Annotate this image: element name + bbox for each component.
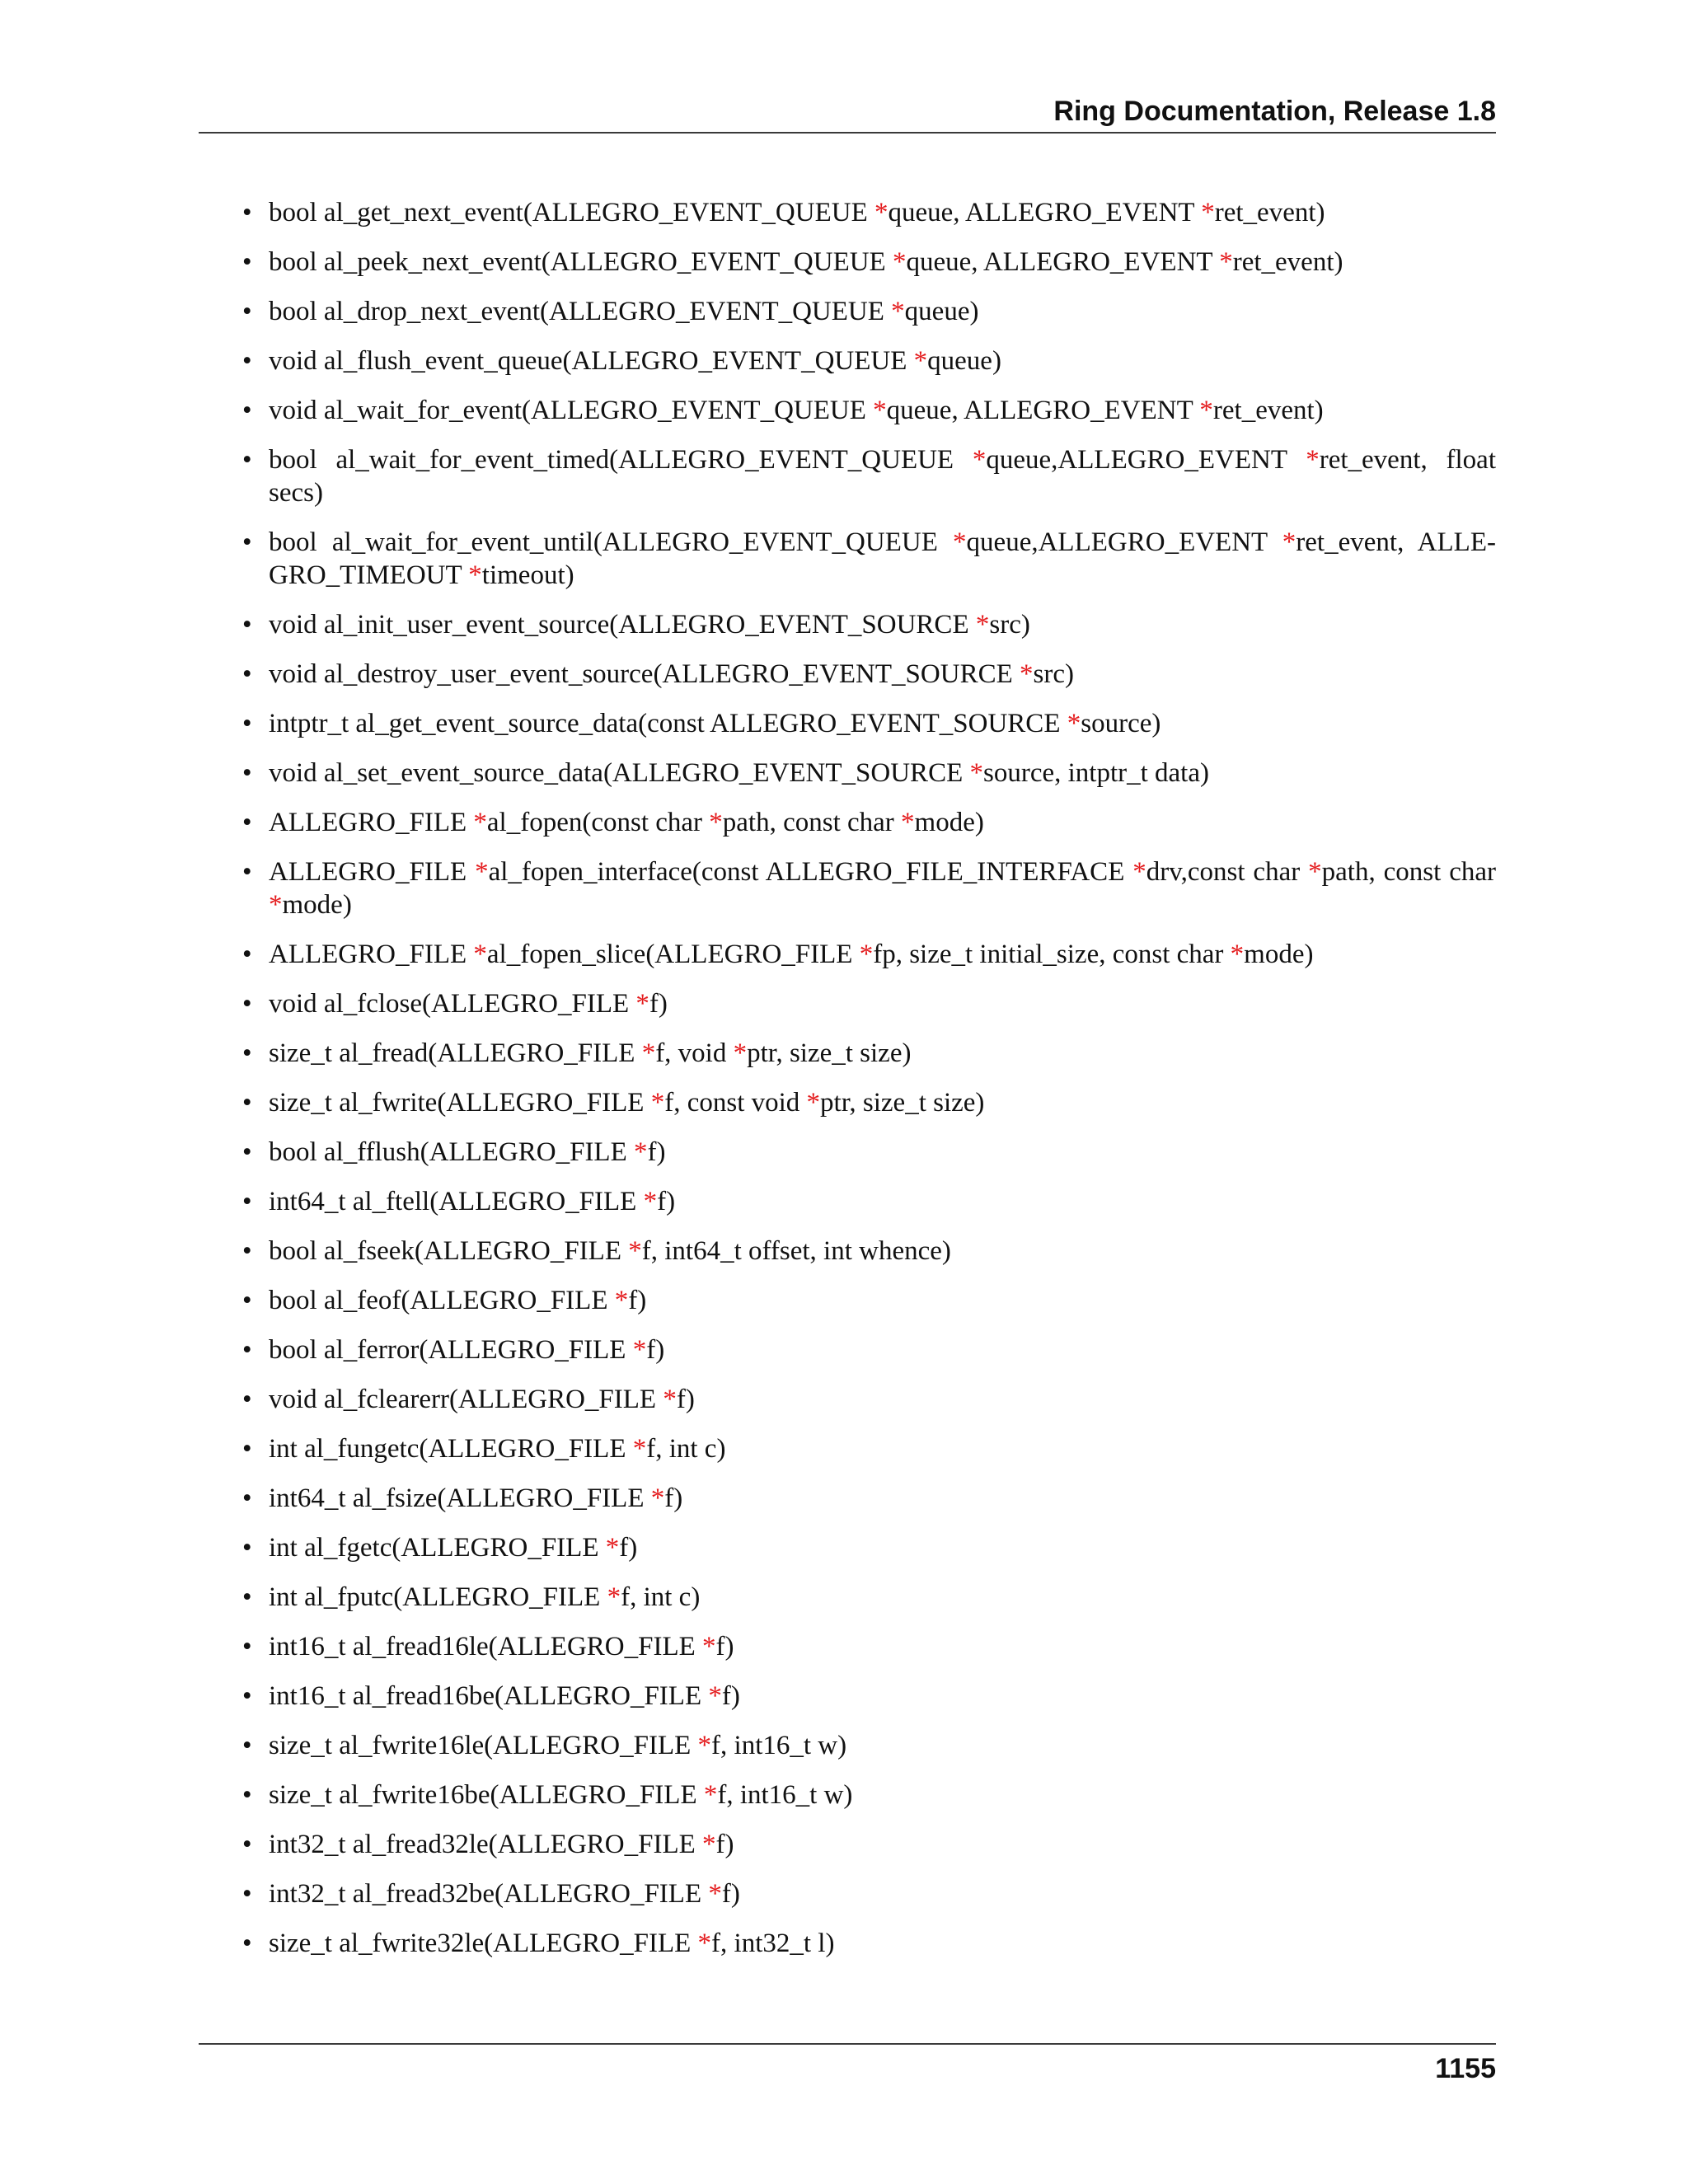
pointer-asterisk: * [1230, 940, 1245, 969]
list-item: • int64_t al_fsize(ALLEGRO_FILE *f) [242, 1483, 683, 1513]
bullet-icon: • [242, 247, 252, 277]
list-item: • bool al_fseek(ALLEGRO_FILE *f, int64_t offset, int whence) [242, 1236, 951, 1266]
pointer-asterisk: * [635, 989, 649, 1019]
pointer-asterisk: * [641, 1038, 656, 1068]
bullet-icon: • [242, 1335, 252, 1365]
list-item: • intptr_t al_get_event_source_data(const ALLEGRO_EVENT_SOURCE *source) [242, 709, 1161, 738]
bullet-icon: • [242, 709, 252, 738]
bullet-icon: • [242, 527, 252, 557]
list-item: • size_t al_fwrite32le(ALLEGRO_FILE *f, int32_t l) [242, 1929, 835, 1958]
pointer-asterisk: * [913, 346, 928, 376]
bullet-icon: • [242, 1731, 252, 1760]
pointer-asterisk: * [892, 247, 907, 277]
bullet-icon: • [242, 198, 252, 227]
page-number: 1155 [1435, 2053, 1496, 2084]
list-item: • bool al_feof(ALLEGRO_FILE *f) [242, 1286, 647, 1315]
bullet-icon: • [242, 1038, 252, 1068]
pointer-asterisk: * [1219, 247, 1233, 277]
list-item: • void al_fclearerr(ALLEGRO_FILE *f) [242, 1385, 695, 1414]
list-item: • void al_destroy_user_event_source(ALLEGRO_EVENT_SOURCE *src) [242, 659, 1074, 689]
bullet-icon: • [242, 1088, 252, 1118]
list-item: • int al_fputc(ALLEGRO_FILE *f, int c) [242, 1582, 701, 1612]
function-signature-list [239, 196, 1496, 1976]
pointer-asterisk: * [1067, 709, 1081, 738]
bullet-icon: • [242, 1780, 252, 1810]
list-item: • size_t al_fread(ALLEGRO_FILE *f, void *ptr, size_t size) [242, 1038, 912, 1068]
list-item: • int al_fgetc(ALLEGRO_FILE *f) [242, 1533, 638, 1563]
list-item: • bool al_wait_for_event_until(ALLEGRO_EVENT_QUEUE *queue,ALLEGRO_EVENT *ret_event, ALLEGRO_TIMEOUT *timeout) [242, 527, 1496, 590]
list-item: • int32_t al_fread32be(ALLEGRO_FILE *f) [242, 1879, 740, 1909]
list-item: • bool al_ferror(ALLEGRO_FILE *f) [242, 1335, 665, 1365]
list-item: • ALLEGRO_FILE *al_fopen_slice(ALLEGRO_FILE *fp, size_t initial_size, const char *mode) [242, 940, 1314, 969]
bullet-icon: • [242, 1187, 252, 1216]
bullet-icon: • [242, 297, 252, 326]
pointer-asterisk: * [708, 1681, 722, 1711]
bullet-icon: • [242, 396, 252, 425]
pointer-asterisk: * [269, 890, 283, 920]
bullet-icon: • [242, 1236, 252, 1266]
pointer-asterisk: * [1308, 857, 1322, 887]
document-title: Ring Documentation, Release 1.8 [1053, 96, 1496, 127]
list-item: • int16_t al_fread16le(ALLEGRO_FILE *f) [242, 1632, 734, 1661]
pointer-asterisk: * [1306, 445, 1320, 475]
list-item: • int32_t al_fread32le(ALLEGRO_FILE *f) [242, 1830, 734, 1859]
bullet-icon: • [242, 1582, 252, 1612]
pointer-asterisk: * [703, 1780, 718, 1810]
page-footer [199, 2043, 1496, 2084]
list-item: • void al_flush_event_queue(ALLEGRO_EVENT_QUEUE *queue) [242, 346, 1001, 376]
pointer-asterisk: * [702, 1632, 716, 1661]
list-item: • int al_fungetc(ALLEGRO_FILE *f, int c) [242, 1434, 726, 1464]
list-item: • bool al_get_next_event(ALLEGRO_EVENT_QUEUE *queue, ALLEGRO_EVENT *ret_event) [242, 198, 1325, 227]
bullet-icon: • [242, 857, 252, 887]
pointer-asterisk: * [709, 808, 723, 837]
pointer-asterisk: * [632, 1335, 647, 1365]
pointer-asterisk: * [475, 857, 489, 887]
pointer-asterisk: * [874, 198, 889, 227]
pointer-asterisk: * [975, 610, 990, 640]
bullet-icon: • [242, 1681, 252, 1711]
list-item: • size_t al_fwrite16be(ALLEGRO_FILE *f, int16_t w) [242, 1780, 853, 1810]
list-item: • ALLEGRO_FILE *al_fopen_interface(const ALLEGRO_FILE_INTERFACE *drv,const char *path, const char *mode) [242, 857, 1496, 920]
bullet-icon: • [242, 758, 252, 788]
bullet-icon: • [242, 808, 252, 837]
pointer-asterisk: * [605, 1533, 620, 1563]
bullet-icon: • [242, 1830, 252, 1859]
pointer-asterisk: * [806, 1088, 821, 1118]
pointer-asterisk: * [1020, 659, 1034, 689]
pointer-asterisk: * [901, 808, 915, 837]
pointer-asterisk: * [972, 445, 987, 475]
bullet-icon: • [242, 1483, 252, 1513]
pointer-asterisk: * [473, 940, 487, 969]
bullet-icon: • [242, 1632, 252, 1661]
bullet-icon: • [242, 1137, 252, 1167]
bullet-icon: • [242, 1879, 252, 1909]
list-item: • int64_t al_ftell(ALLEGRO_FILE *f) [242, 1187, 676, 1216]
pointer-asterisk: * [708, 1879, 722, 1909]
page-header [199, 91, 1496, 134]
pointer-asterisk: * [650, 1483, 665, 1513]
pointer-asterisk: * [650, 1088, 665, 1118]
list-item: • void al_wait_for_event(ALLEGRO_EVENT_QUEUE *queue, ALLEGRO_EVENT *ret_event) [242, 396, 1324, 425]
list-item: • void al_init_user_event_source(ALLEGRO_EVENT_SOURCE *src) [242, 610, 1030, 640]
bullet-icon: • [242, 610, 252, 640]
list-item: • bool al_wait_for_event_timed(ALLEGRO_EVENT_QUEUE *queue,ALLEGRO_EVENT *ret_event, float secs) [242, 445, 1496, 508]
pointer-asterisk: * [634, 1137, 648, 1167]
pointer-asterisk: * [628, 1236, 642, 1266]
pointer-asterisk: * [733, 1038, 748, 1068]
bullet-icon: • [242, 1929, 252, 1958]
pointer-asterisk: * [891, 297, 905, 326]
pointer-asterisk: * [607, 1582, 621, 1612]
pointer-asterisk: * [953, 527, 967, 557]
pointer-asterisk: * [697, 1731, 712, 1760]
list-item: • ALLEGRO_FILE *al_fopen(const char *path, const char *mode) [242, 808, 984, 837]
bullet-icon: • [242, 1286, 252, 1315]
pointer-asterisk: * [1201, 198, 1215, 227]
list-item: • bool al_fflush(ALLEGRO_FILE *f) [242, 1137, 666, 1167]
pointer-asterisk: * [859, 940, 874, 969]
bullet-icon: • [242, 1385, 252, 1414]
pointer-asterisk: * [473, 808, 487, 837]
pointer-asterisk: * [663, 1385, 677, 1414]
pointer-asterisk: * [614, 1286, 629, 1315]
pointer-asterisk: * [468, 560, 482, 590]
bullet-icon: • [242, 1533, 252, 1563]
bullet-icon: • [242, 1434, 252, 1464]
list-item: • void al_fclose(ALLEGRO_FILE *f) [242, 989, 668, 1019]
pointer-asterisk: * [702, 1830, 716, 1859]
list-item: • int16_t al_fread16be(ALLEGRO_FILE *f) [242, 1681, 740, 1711]
list-item: • bool al_drop_next_event(ALLEGRO_EVENT_QUEUE *queue) [242, 297, 979, 326]
list-item: • size_t al_fwrite(ALLEGRO_FILE *f, const void *ptr, size_t size) [242, 1088, 985, 1118]
list-item: • void al_set_event_source_data(ALLEGRO_EVENT_SOURCE *source, intptr_t data) [242, 758, 1209, 788]
list-item: • bool al_peek_next_event(ALLEGRO_EVENT_QUEUE *queue, ALLEGRO_EVENT *ret_event) [242, 247, 1343, 277]
list-item: • size_t al_fwrite16le(ALLEGRO_FILE *f, int16_t w) [242, 1731, 847, 1760]
bullet-icon: • [242, 346, 252, 376]
pointer-asterisk: * [632, 1434, 647, 1464]
pointer-asterisk: * [969, 758, 983, 788]
pointer-asterisk: * [1199, 396, 1213, 425]
bullet-icon: • [242, 659, 252, 689]
pointer-asterisk: * [697, 1929, 712, 1958]
bullet-icon: • [242, 940, 252, 969]
bullet-icon: • [242, 989, 252, 1019]
pointer-asterisk: * [643, 1187, 658, 1216]
pointer-asterisk: * [873, 396, 887, 425]
pointer-asterisk: * [1132, 857, 1146, 887]
pointer-asterisk: * [1282, 527, 1296, 557]
bullet-icon: • [242, 445, 252, 475]
